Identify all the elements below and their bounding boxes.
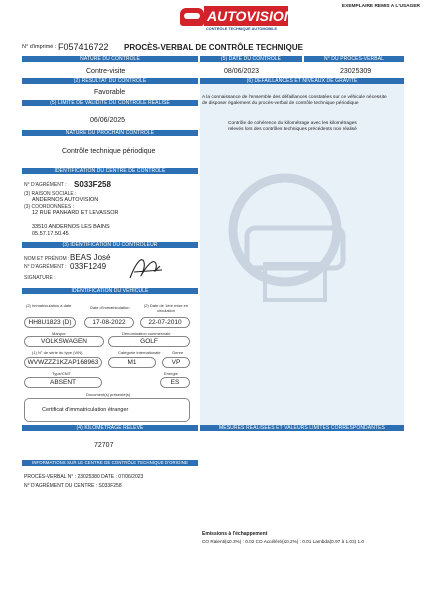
emissions-values: CO Ralenti(≤0.3%) : 0.02 CO Accéléré(≤0.2%) : 0.01 Lambda(0.97 à 1.03) 1.0 [202,539,364,544]
limite-header: (5) LIMITE DE VALIDITÉ DU CONTRÔLE RÉALISÉ [22,100,198,106]
nom-label: NOM ET PRÉNOM : [24,256,70,262]
type-label: Type/CNIT [52,371,72,376]
signature-image [126,252,166,284]
energie-label: Energie [164,371,178,376]
date-header: (5) DATE DU CONTRÔLE [200,56,302,62]
defaillances-header: (6) DÉFAILLANCES ET NIVEAUX DE GRAVITÉ [200,78,404,84]
logo-name: AUTOVISION [204,6,288,26]
emissions-title: Emissions à l'échappement [202,531,268,537]
resultat-value: Favorable [94,89,126,96]
km-check-text-2: relevés lors des contrôles techniques précédents non réalisé [228,127,357,132]
watermark-logo [225,170,355,310]
docs-label: Document(s) présenté(s) [86,392,131,397]
imprime-number: F057416722 [58,42,109,52]
logo [180,6,292,36]
marque-label: Marque [52,331,66,336]
signature-label: SIGNATURE : [24,275,56,281]
genre-label: Genre [172,350,184,355]
address-line-1: 12 RUE PANHARD ET LEVASSOR [32,210,119,216]
nature-header: NATURE DU CONTRÔLE [22,56,198,62]
info-header: INFORMATIONS SUR LE CENTRE DE CONTRÔLE TECHNIQUE D'ORIGINE [22,460,198,466]
phone: 05.57.17.50.45 [32,231,69,237]
mesures-header: MESURES RÉALISÉES ET VALEURS LIMITES CORRESPONDANTES [200,425,404,431]
date-immat-label: Date d'immatriculation [90,305,130,310]
ctrl-agrement-label: N° D'AGRÉMENT : [24,264,67,270]
logo-tagline: CONTRÔLE TECHNIQUE AUTOMOBILE [206,27,278,31]
vehicule-header: IDENTIFICATION DU VÉHICULE [22,288,198,294]
date-immat-value: 17-08-2022 [84,317,134,328]
denom-value: GOLF [108,336,190,347]
cat-value: M1 [108,357,156,368]
defaillances-text-1: A la connaissance de l'ensemble des défaillances constatées sur ce véhicule nécessite [202,95,387,100]
pv-header: N° DU PROCÈS-VERBAL [304,56,404,62]
page-title: PROCÈS-VERBAL DE CONTRÔLE TECHNIQUE [124,43,303,52]
copy-label: EXEMPLAIRE REMIS A L'USAGER [341,4,420,9]
info-line-2: N° D'AGRÉMENT DU CENTRE : S033F258 [24,483,122,489]
prochain-value: Contrôle technique périodique [62,148,156,155]
controleur-header: (3) IDENTIFICATION DU CONTRÔLEUR [22,242,198,248]
coord-label: (3) COORDONNÉES : [24,204,75,210]
energie-value: ES [160,377,190,388]
immat-label: (2) Immatriculation à date [26,303,72,308]
agrement-value: S033F258 [74,180,111,189]
limite-value: 06/06/2025 [90,117,126,124]
genre-value: VP [162,357,190,368]
cat-label: Catégorie internationale [118,350,161,355]
raison-label: (3) RAISON SOCIALE : [24,191,77,197]
ctrl-agrement-value: 033F1249 [70,262,107,271]
date-value: 08/06/2023 [224,68,260,75]
vin-value: WVWZZZ1KZAP168963 [24,357,102,368]
defaillances-text-2: de disposer également du procès-verbal de contrôle technique périodique [202,101,359,106]
km-value: 72707 [94,442,114,449]
km-check-text-1: Contrôle de cohérence du kilométrage avec les kilométrages [228,121,357,126]
vin-label: (1) N° de série du type (VIN) [32,350,83,355]
marque-value: VOLKSWAGEN [24,336,104,347]
agrement-label: N° D'AGRÉMENT : [24,182,67,188]
imprime-label: N° d'imprimé : [22,44,57,50]
nature-value: Contre-visite [86,68,126,75]
docs-value: Certificat d'immatriculation étranger [42,407,129,413]
address-line-2: 33510 ANDERNOS LES BAINS [32,224,110,230]
km-header: (4) KILOMÉTRAGE RELEVÉ [22,425,198,431]
raison-value: ANDERNOS AUTOVISION [32,197,99,203]
type-value: ABSENT [24,377,102,388]
nom-value: BEAS José [70,253,111,262]
resultat-header: (2) RÉSULTAT DU CONTRÔLE [22,78,198,84]
denom-label: Dénomination commerciale [122,331,171,336]
centre-header: IDENTIFICATION DU CENTRE DE CONTRÔLE [22,168,198,174]
date-1mc-label: (2) Date de 1ère mise en circulation [143,303,189,313]
pv-value: 23025309 [340,68,372,75]
immat-value: HH8U1823 (D) [24,317,76,328]
prochain-header: NATURE DU PROCHAIN CONTRÔLE [22,130,198,136]
info-line-1: PROCÈS-VERBAL N° : 23025380 DATE : 07/06/2023 [24,474,144,480]
date-1mc-value: 22-07-2010 [140,317,190,328]
